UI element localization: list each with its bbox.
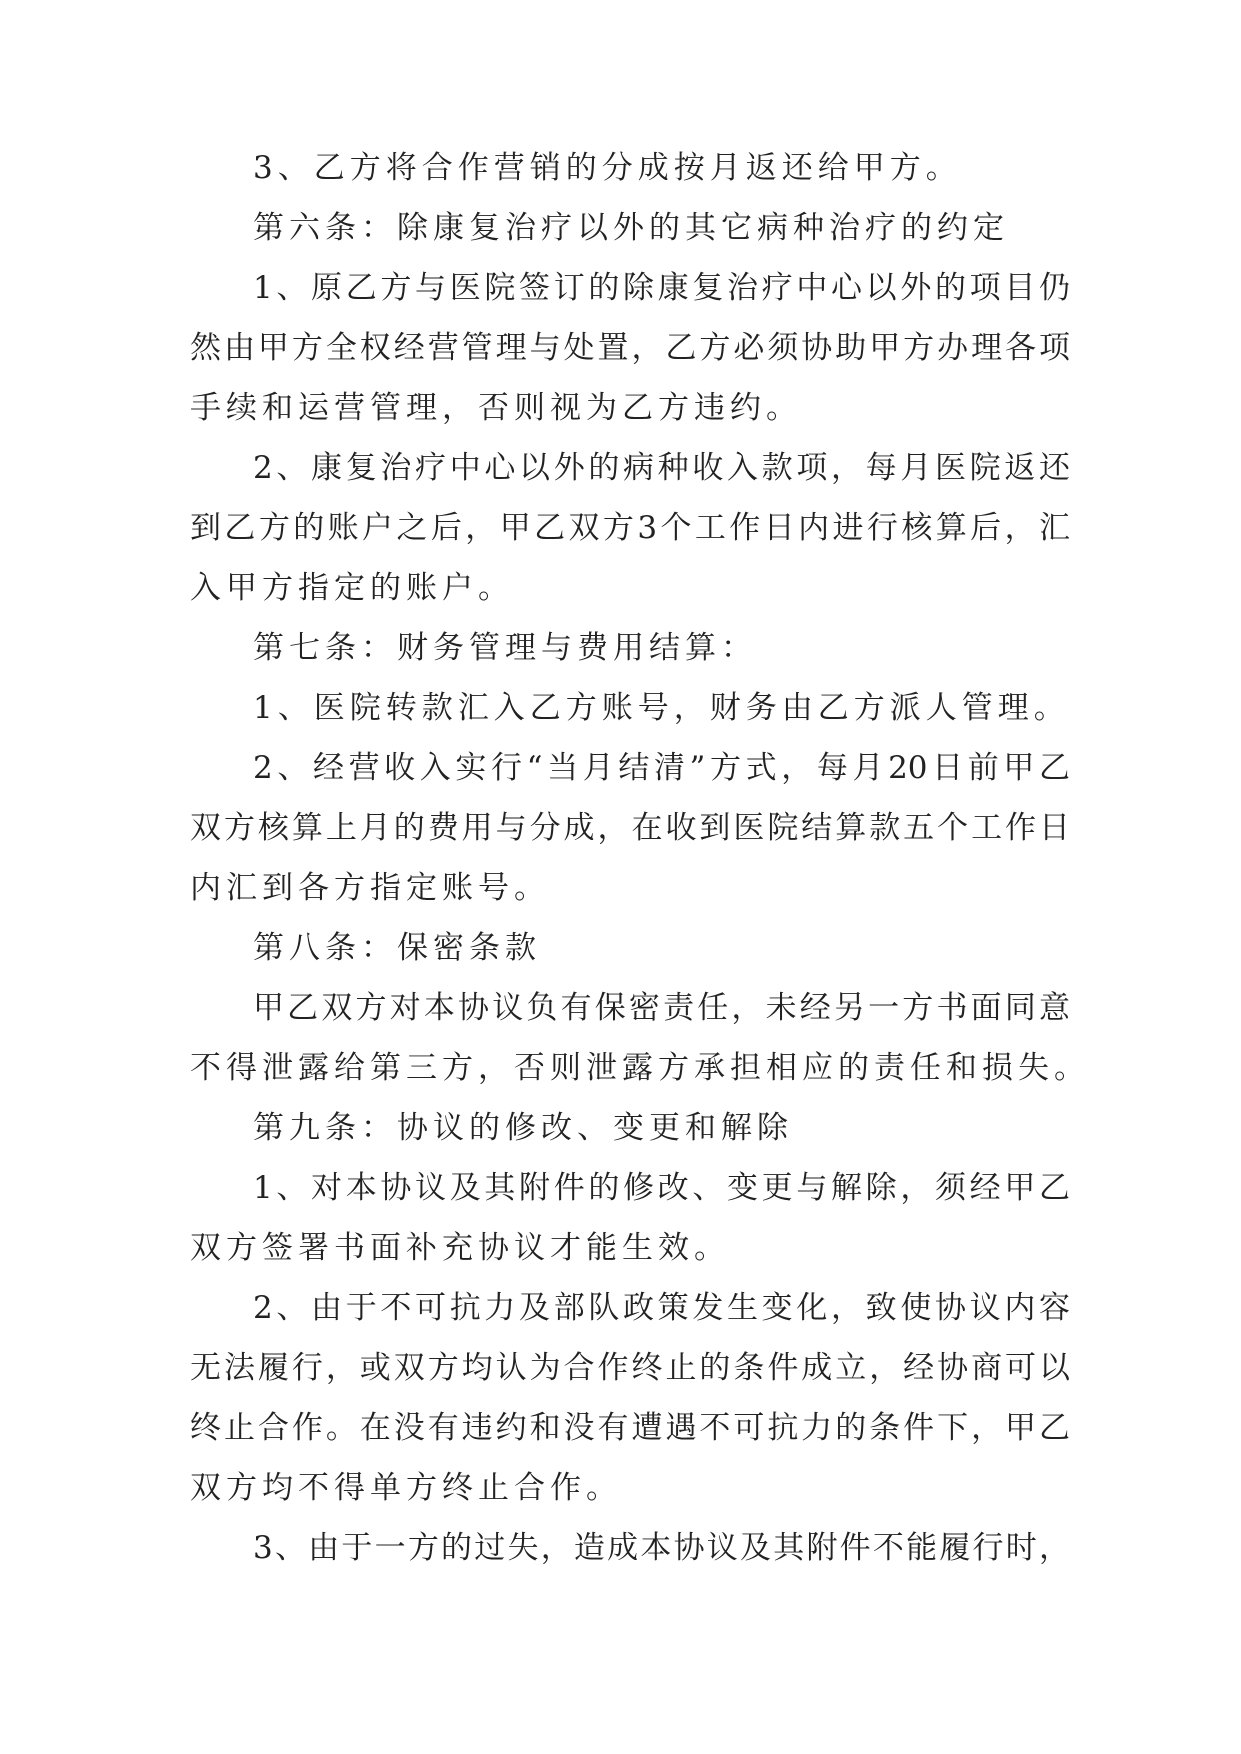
text-line: 到乙方的账户之后，甲乙双方3个工作日内进行核算后，汇 <box>190 510 1070 546</box>
text-line: 2、经营收入实行“当月结清”方式，每月20日前甲乙 <box>253 750 1070 786</box>
section-heading: 第八条：保密条款 <box>253 930 541 966</box>
text-line: 无法履行，或双方均认为合作终止的条件成立，经协商可以 <box>190 1350 1070 1386</box>
text-line: 终止合作。在没有违约和没有遭遇不可抗力的条件下，甲乙 <box>190 1410 1070 1446</box>
text-line: 3、由于一方的过失，造成本协议及其附件不能履行时， <box>253 1530 1070 1566</box>
text-line: 甲乙双方对本协议负有保密责任，未经另一方书面同意 <box>253 990 1070 1026</box>
section-heading: 第六条：除康复治疗以外的其它病种治疗的约定 <box>253 210 1009 246</box>
text-line: 不得泄露给第三方，否则泄露方承担相应的责任和损失。 <box>190 1050 1090 1086</box>
text-line: 双方核算上月的费用与分成，在收到医院结算款五个工作日 <box>190 810 1070 846</box>
text-line: 内汇到各方指定账号。 <box>190 870 550 906</box>
text-line: 3、乙方将合作营销的分成按月返还给甲方。 <box>253 150 962 186</box>
section-heading: 第七条：财务管理与费用结算： <box>253 630 757 666</box>
text-line: 手续和运营管理，否则视为乙方违约。 <box>190 390 802 426</box>
section-heading: 第九条：协议的修改、变更和解除 <box>253 1110 793 1146</box>
text-line: 双方签署书面补充协议才能生效。 <box>190 1230 730 1266</box>
text-line: 入甲方指定的账户。 <box>190 570 514 606</box>
text-line: 然由甲方全权经营管理与处置，乙方必须协助甲方办理各项 <box>190 330 1070 366</box>
text-line: 2、由于不可抗力及部队政策发生变化，致使协议内容 <box>253 1290 1070 1326</box>
text-line: 1、对本协议及其附件的修改、变更与解除，须经甲乙 <box>253 1170 1070 1206</box>
text-line: 1、原乙方与医院签订的除康复治疗中心以外的项目仍 <box>253 270 1070 306</box>
text-line: 1、医院转款汇入乙方账号，财务由乙方派人管理。 <box>253 690 1070 726</box>
text-line: 双方均不得单方终止合作。 <box>190 1470 622 1506</box>
text-line: 2、康复治疗中心以外的病种收入款项，每月医院返还 <box>253 450 1070 486</box>
